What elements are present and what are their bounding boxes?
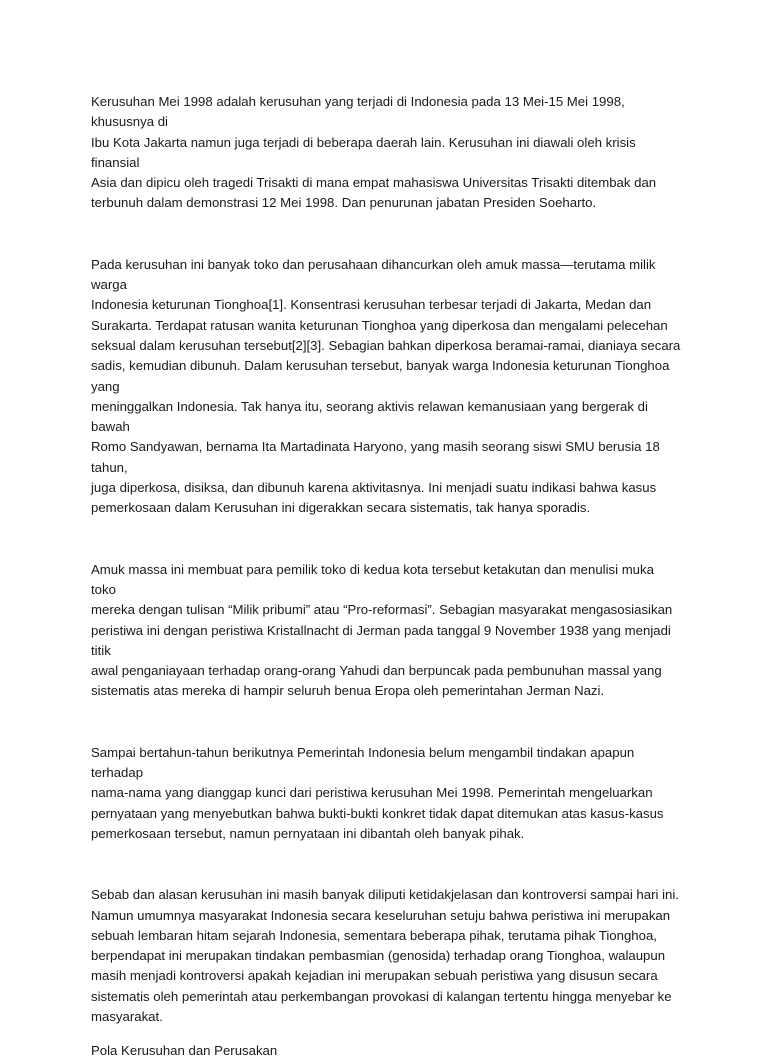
paragraph-causes: Sebab dan alasan kerusuhan ini masih banyak diliputi ketidakjelasan dan kontroversi sampai hari ini. Namun umumnya masyarakat Indonesia secara keseluruhan setuju bahwa peristiwa ini merupakan sebuah lembaran hitam sejarah Indonesia, sementara beberapa pihak, terutama pihak Tionghoa, berpendapat ini merupakan tindakan pembasmian (genosida) terhadap orang Tionghoa, walaupun masih menjadi kontroversi apakah kejadian ini merupakan sebuah peristiwa yang disusun secara sistematis oleh pemerintah atau perkembangan provokasi di kalangan tertentu hingga menyebar ke masyarakat. bbox=[91, 887, 679, 1024]
section-heading: Pola Kerusuhan dan Perusakan bbox=[91, 1043, 278, 1059]
paragraph-spacer bbox=[91, 1027, 681, 1041]
paragraph-government-response: Sampai bertahun-tahun berikutnya Pemerintah Indonesia belum mengambil tindakan apapun terhadap nama-nama yang dianggap kunci dari peristiwa kerusuhan Mei 1998. Pemerintah mengeluarkan pernyataan yang menyebutkan bahwa bukti-bukti konkret tidak dapat ditemukan atas kasus-kasus pemerkosaan tersebut, namun pernyataan ini dibantah oleh banyak pihak. bbox=[91, 744, 664, 841]
paragraph-intro: Kerusuhan Mei 1998 adalah kerusuhan yang terjadi di Indonesia pada 13 Mei-15 Mei 1998, khususnya di Ibu Kota Jakarta namun juga terjadi di beberapa daerah lain. Kerusuhan ini diawali oleh krisis finansial Asia dan dipicu oleh tragedi Trisakti di mana empat mahasiswa Universitas Trisakti ditembak dan terbunuh dalam demonstrasi 12 Mei 1998. Dan penurunan jabatan Presiden Soeharto. bbox=[91, 94, 657, 211]
paragraph-spacer bbox=[91, 519, 681, 560]
paragraph-destruction: Pada kerusuhan ini banyak toko dan perusahaan dihancurkan oleh amuk massa—terutama milik warga Indonesia keturunan Tionghoa[1]. Konsentrasi kerusuhan terbesar terjadi di Jakarta, Medan dan Surakarta. Terdapat ratusan wanita keturunan Tionghoa yang diperkosa dan mengalami pelecehan seksual dalam kerusuhan tersebut[2][3]. Sebagian bahkan diperkosa beramai-ramai, dianiaya secara sadis, kemudian dibunuh. Dalam kerusuhan tersebut, banyak warga Indonesia keturunan Tionghoa yang meninggalkan Indonesia. Tak hanya itu, seorang aktivis relawan kemanusiaan yang bergerak di bawah Romo Sandyawan, bernama Ita Martadinata Haryono, yang masih seorang siswi SMU berusia 18 tahun, juga diperkosa, disiksa, dan dibunuh karena aktivitasnya. Ini menjadi suatu indikasi bahwa kasus pemerkosaan dalam Kerusuhan ini digerakkan secara sistematis, tak hanya sporadis. bbox=[91, 256, 681, 516]
paragraph-spacer bbox=[91, 214, 681, 255]
document-body bbox=[91, 92, 681, 1062]
paragraph-mob-reaction: Amuk massa ini membuat para pemilik toko di kedua kota tersebut ketakutan dan menulisi muka toko mereka dengan tulisan “Milik pribumi” atau “Pro-reformasi”. Sebagian masyarakat mengasosiasikan peristiwa ini dengan peristiwa Kristallnacht di Jerman pada tanggal 9 November 1938 yang menjadi titik awal penganiayaan terhadap orang-orang Yahudi dan berpuncak pada pembunuhan massal yang sistematis atas mereka di hampir seluruh benua Eropa oleh pemerintahan Jerman Nazi. bbox=[91, 561, 673, 699]
paragraph-spacer bbox=[91, 702, 681, 743]
paragraph-spacer bbox=[91, 844, 681, 885]
